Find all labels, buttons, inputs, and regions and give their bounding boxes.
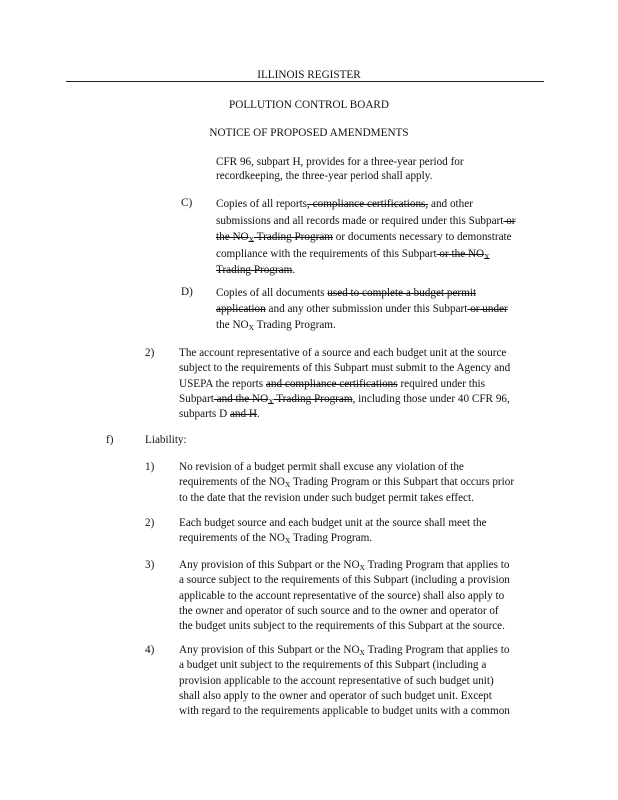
section-title-liability: Liability: <box>145 434 187 446</box>
item-label-f4: 4) <box>145 644 155 656</box>
item-label-c: C) <box>181 197 193 209</box>
section-label-f: f) <box>106 434 114 446</box>
item-f1-text: No revision of a budget permit shall excuse any violation of the requirements of the $NO_X$ Trading Program or this Subpart that occurs prior to the date that the revision under such budget permit takes effect. <box>179 461 515 504</box>
item-f3-text: Any provision of this Subpart or the $NO_X$ Trading Program that applies to a source subject to the requirements of this Subpart (including a provision applicable to the account representative of the source) shall also apply to the owner and operator of such source and to the owner and operator of the budget units subject to the requirements of this Subpart at the source. <box>179 559 510 633</box>
board-title: POLLUTION CONTROL BOARD <box>229 99 389 111</box>
item-f2-text: Each budget source and each budget unit at the source shall meet the requirements of the $NO_X$ Trading Program. <box>179 517 487 546</box>
item-label-d: D) <box>181 286 193 298</box>
item-d-text: Copies of all documents used to complete a budget permit application and any other submission under this Subpart or under the $NO_X$ Trading Program. <box>216 287 508 332</box>
item-label-f3: 3) <box>145 559 155 571</box>
register-title: ILLINOIS REGISTER <box>257 69 361 81</box>
continuation-paragraph: CFR 96, subpart H, provides for a three-year period for recordkeeping, the three-year period shall apply. <box>216 156 464 183</box>
notice-title: NOTICE OF PROPOSED AMENDMENTS <box>209 127 409 139</box>
item-label-2: 2) <box>145 347 155 359</box>
item-f4-text: Any provision of this Subpart or the $NO_X$ Trading Program that applies to a budget unit subject to the requirements of this Subpart (including a provision applicable to the account representative of such budget unit) shall also apply to the owner and operator of such budget unit. Except with regard to the requirements applicable to budget units with a common <box>179 644 510 718</box>
item-2-text: The account representative of a source and each budget unit at the source subject to the requirements of this Subpart must submit to the Agency and USEPA the reports and compliance certifications required under this Subpart and the $NO_X$ Trading Program, including those under 40 CFR 96, subparts D and H. <box>179 347 511 421</box>
item-label-f1: 1) <box>145 461 155 473</box>
item-label-f2: 2) <box>145 517 155 529</box>
item-c-text: Copies of all reports, compliance certifications, and other submissions and all records made or required under this Subpart or the $NO_X$ Trading Program or documents necessary to demonstrate compliance with the requirements of this Subpart or the $NO_X$ Trading Program. <box>216 198 516 276</box>
